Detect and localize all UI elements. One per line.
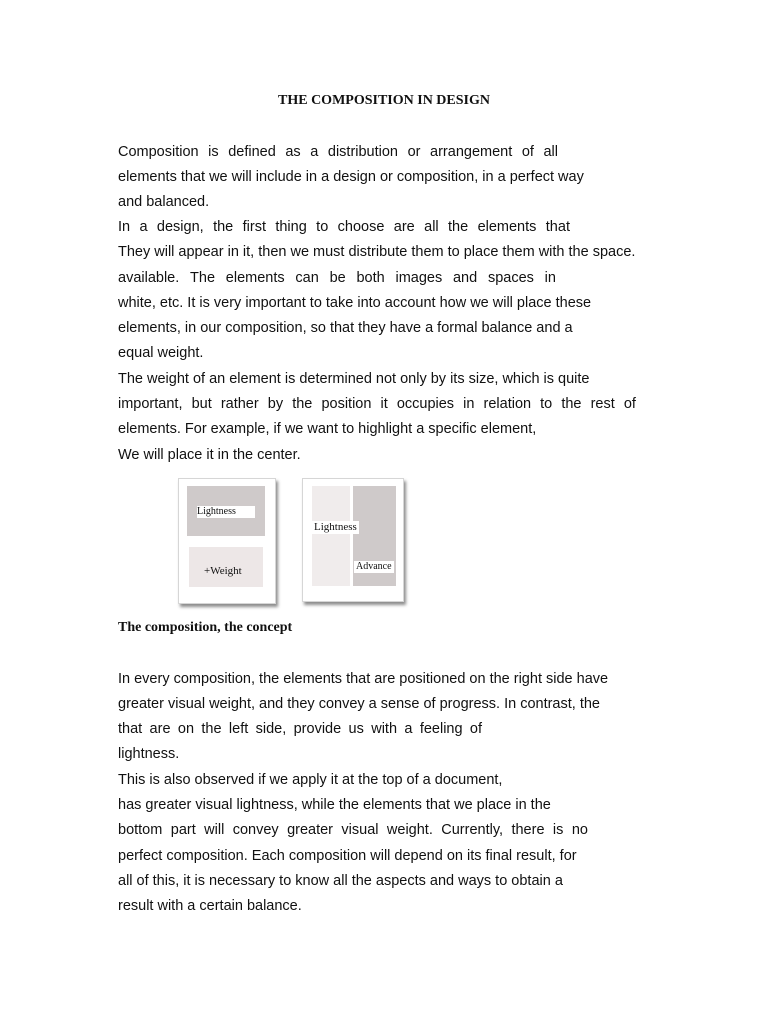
word: important, xyxy=(118,396,183,412)
paragraph-line: equal weight. xyxy=(118,345,204,361)
paragraph-line: has greater visual lightness, while the elements that we place in the xyxy=(118,797,551,813)
paragraph-line: all of this, it is necessary to know all the aspects and ways to obtain a xyxy=(118,873,563,889)
paragraph-line: elements, in our composition, so that they have a formal balance and a xyxy=(118,320,573,336)
word: position xyxy=(321,396,372,412)
word: as xyxy=(285,144,301,160)
paragraph-line: lightness. xyxy=(118,746,180,762)
paragraph-line: and balanced. xyxy=(118,194,210,210)
word: provide xyxy=(293,721,342,737)
word: Currently, xyxy=(441,822,504,838)
figure-lightness-weight xyxy=(178,478,276,604)
word: will xyxy=(204,822,225,838)
paragraph-line: We will place it in the center. xyxy=(118,447,301,463)
word: a xyxy=(310,144,319,160)
label-weight: +Weight xyxy=(204,565,242,577)
word: of xyxy=(469,721,482,737)
word: by xyxy=(267,396,284,412)
paragraph-line: elements. For example, if we want to highlight a specific element, xyxy=(118,421,537,437)
word: choose xyxy=(337,219,385,235)
word: are xyxy=(149,721,171,737)
word: and xyxy=(452,270,478,286)
paragraph-line xyxy=(118,395,636,413)
word: the xyxy=(201,721,222,737)
word: the xyxy=(292,396,313,412)
word: design, xyxy=(156,219,204,235)
paragraph-line: white, etc. It is very important to take into account how we will place these xyxy=(118,295,592,311)
word: distribution xyxy=(327,144,398,160)
word: or xyxy=(407,144,421,160)
paragraph-line: They will appear in it, then we must distribute them to place them with the space. xyxy=(118,244,636,260)
word: is xyxy=(208,144,219,160)
word: to xyxy=(316,219,329,235)
word: it xyxy=(380,396,388,412)
word: greater xyxy=(287,822,334,838)
paragraph-line: greater visual weight, and they convey a sense of progress. In contrast, the xyxy=(118,696,600,712)
word: that xyxy=(545,219,570,235)
word: images xyxy=(395,270,443,286)
paragraph-line xyxy=(118,720,482,738)
word: visual xyxy=(341,822,379,838)
paragraph-line: This is also observed if we apply it at the top of a document, xyxy=(118,772,503,788)
word: that xyxy=(118,721,143,737)
paragraph-line: perfect composition. Each composition will depend on its final result, for xyxy=(118,848,577,864)
word: weight. xyxy=(386,822,433,838)
word: first xyxy=(242,219,266,235)
word: no xyxy=(571,822,588,838)
word: In xyxy=(118,219,131,235)
word: elements xyxy=(477,219,537,235)
word: there xyxy=(511,822,545,838)
word: The xyxy=(190,270,216,286)
word: the xyxy=(213,219,234,235)
word: a xyxy=(404,721,413,737)
word: are xyxy=(393,219,415,235)
word: us xyxy=(348,721,364,737)
word: arrangement xyxy=(430,144,513,160)
word: all xyxy=(424,219,439,235)
word: in xyxy=(463,396,475,412)
word: defined xyxy=(228,144,276,160)
word: elements xyxy=(225,270,285,286)
label-advance: Advance xyxy=(356,561,392,572)
paragraph-line: In every composition, the elements that are positioned on the right side have xyxy=(118,671,609,687)
word: convey xyxy=(232,822,279,838)
paragraph-line: result with a certain balance. xyxy=(118,898,302,914)
word: the xyxy=(561,396,582,412)
word: spaces xyxy=(487,270,534,286)
word: a xyxy=(139,219,148,235)
word: Composition xyxy=(118,144,199,160)
word: bottom xyxy=(118,822,163,838)
label-lightness: Lightness xyxy=(314,521,357,533)
word: is xyxy=(552,822,564,838)
paragraph-line: The weight of an element is determined not only by its size, which is quite xyxy=(118,371,590,387)
word: both xyxy=(356,270,385,286)
word: left xyxy=(228,721,249,737)
paragraph-line xyxy=(118,143,558,161)
word: side, xyxy=(255,721,287,737)
word: but xyxy=(191,396,212,412)
left-block xyxy=(312,486,350,586)
section-subheading: The composition, the concept xyxy=(118,620,293,635)
word: rather xyxy=(220,396,259,412)
paragraph-line: elements that we will include in a design or composition, in a perfect way xyxy=(118,169,584,185)
word: with xyxy=(371,721,398,737)
word: thing xyxy=(275,219,307,235)
paragraph-line xyxy=(118,821,588,839)
paragraph-line xyxy=(118,218,570,236)
word: rest xyxy=(590,396,615,412)
word: part xyxy=(170,822,196,838)
word: available. xyxy=(118,270,180,286)
word: all xyxy=(543,144,558,160)
word: of xyxy=(623,396,636,412)
word: can xyxy=(295,270,319,286)
document-title: THE COMPOSITION IN DESIGN xyxy=(278,93,490,108)
word: occupies xyxy=(396,396,455,412)
word: on xyxy=(177,721,195,737)
paragraph-line xyxy=(118,269,556,287)
word: feeling xyxy=(419,721,463,737)
label-lightness: Lightness xyxy=(197,506,255,518)
word: the xyxy=(448,219,469,235)
word: relation xyxy=(483,396,532,412)
word: to xyxy=(540,396,553,412)
word: in xyxy=(544,270,556,286)
word: of xyxy=(521,144,534,160)
word: be xyxy=(329,270,346,286)
figure-lightness-advance xyxy=(302,478,404,602)
